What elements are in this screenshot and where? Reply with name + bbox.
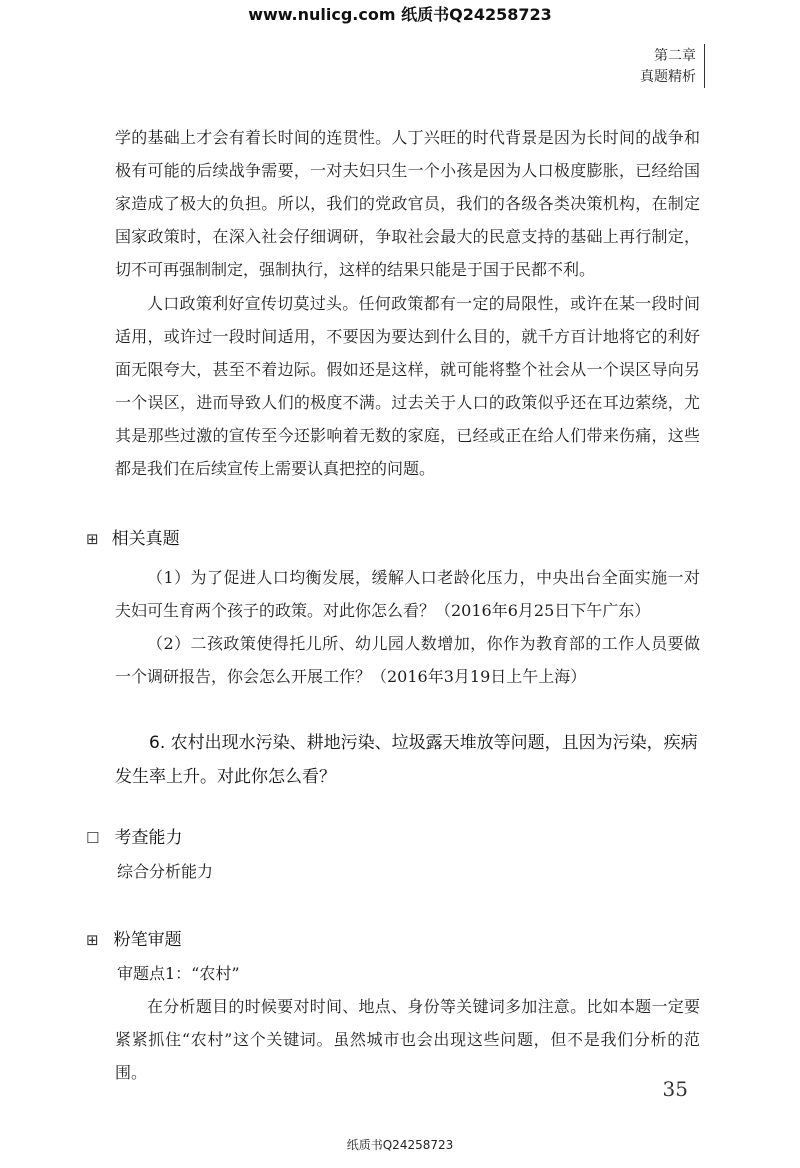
- review-heading: [86, 925, 182, 950]
- review-title: 粉笔审题: [113, 930, 182, 950]
- ability-heading: [86, 823, 183, 848]
- chapter-title: 第二章: [654, 48, 696, 64]
- ability-title: 考查能力: [114, 828, 183, 848]
- related-icon: ⊞: [86, 530, 99, 548]
- chapter-header: [640, 46, 696, 88]
- paragraph-1: 学的基础上才会有着长时间的连贯性。人丁兴旺的时代背景是因为长时间的战争和极有可能的后续战争需要，一对夫妇只生一个小孩是因为人口极度膨胀，已经给国家造成了极大的负担。所以，我们的党政官员，我们的各级各类决策机构，在制定国家政策时，在深入社会仔细调研，争取社会最大的民意支持的基础上再行制定，切不可再强制制定，强制执行，这样的结果只能是于国于民都不利。: [115, 128, 700, 279]
- related-item-2: （2）二孩政策使得托儿所、幼儿园人数增加，你作为教育部的工作人员要做一个调研报告，你会怎么开展工作？（2016年3月19日上午上海）: [115, 634, 700, 686]
- paragraph-2: 人口政策利好宣传切莫过头。任何政策都有一定的局限性，或许在某一段时间适用，或许过一段时间适用，不要因为要达到什么目的，就千方百计地将它的利好面无限夸大，甚至不着边际。假如还是这样，就可能将整个社会从一个误区导向另一个误区，进而导致人们的极度不满。过去关于人口的政策似乎还在耳边萦绕，尤其是那些过激的宣传至今还影响着无数的家庭，已经或正在给人们带来伤痛，这些都是我们在后续宣传上需要认真把控的问题。: [115, 294, 700, 478]
- ability-icon: ☐: [86, 829, 100, 847]
- review-point: 审题点1：“农村”: [117, 964, 240, 983]
- related-heading: [86, 524, 180, 549]
- ability-text: 综合分析能力: [117, 862, 214, 881]
- related-item-1: （1）为了促进人口均衡发展，缓解人口老龄化压力，中央出台全面实施一对夫妇可生育两个孩子的政策。对此你怎么看？（2016年6月25日下午广东）: [115, 568, 700, 620]
- page-number: 35: [662, 1077, 688, 1101]
- section-title: 真题精析: [640, 69, 696, 85]
- related-title: 相关真题: [111, 529, 180, 549]
- watermark-bottom: 纸质书Q24258723: [346, 1138, 454, 1152]
- watermark-top: www.nulicg.com 纸质书Q24258723: [248, 5, 552, 24]
- question-6: 6. 农村出现水污染、耕地污染、垃圾露天堆放等问题，且因为污染，疾病发生率上升。对此你怎么看？: [115, 733, 698, 787]
- review-text: 在分析题目的时候要对时间、地点、身份等关键词多加注意。比如本题一定要紧紧抓住“农村”这个关键词。虽然城市也会出现这些问题，但不是我们分析的范围。: [115, 997, 700, 1082]
- header-rule: [704, 44, 705, 88]
- review-icon: ⊞: [86, 931, 99, 949]
